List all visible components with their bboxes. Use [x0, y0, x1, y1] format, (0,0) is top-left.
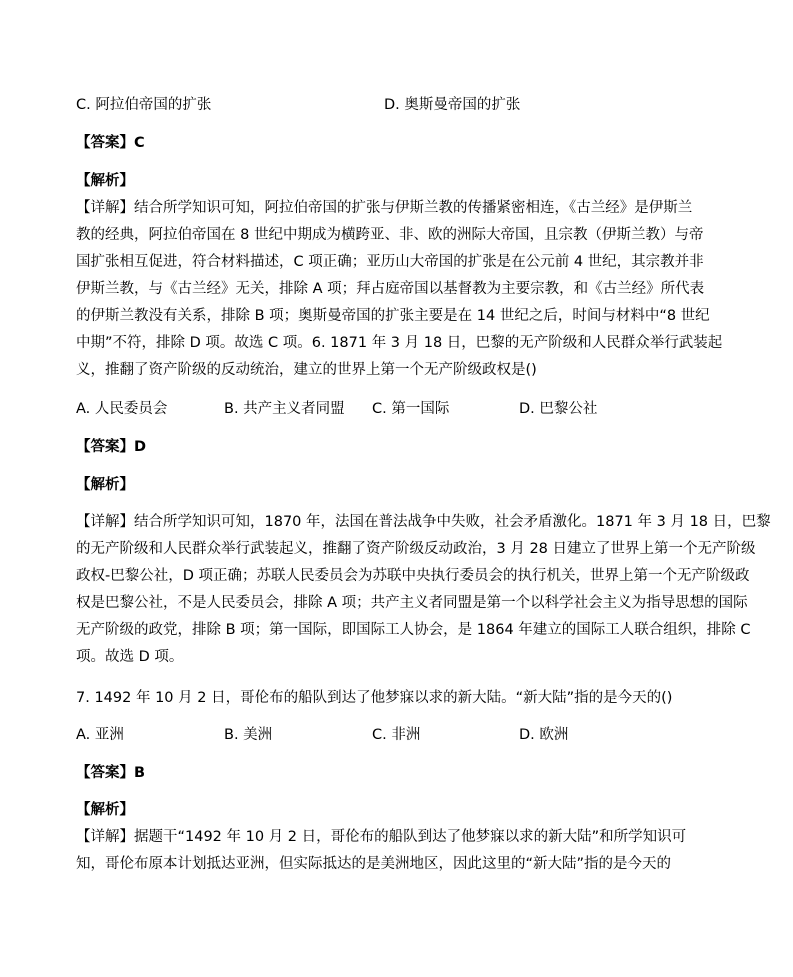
q5-detail-line: 伊斯兰教，与《古兰经》无关，排除 A 项；拜占庭帝国以基督教为主要宗教，和《古兰经》所代表 — [76, 281, 705, 297]
q7-question: 7. 1492 年 10 月 2 日，哥伦布的船队到达了他梦寐以求的新大陆。“新大陆”指的是今天的() — [76, 690, 673, 706]
q7-option-c: C. 非洲 — [372, 727, 421, 743]
q5-analysis-label: 【解析】 — [76, 173, 134, 189]
q6-detail-line: 权是巴黎公社，不是人民委员会，排除 A 项；共产主义者同盟是第一个以科学社会主义为指导思想的国际 — [76, 595, 748, 611]
q5-answer: 【答案】C — [76, 135, 145, 151]
q5-option-d: D. 奥斯曼帝国的扩张 — [384, 97, 521, 113]
q6-detail-line: 项。故选 D 项。 — [76, 649, 184, 665]
q6-analysis-label: 【解析】 — [76, 477, 134, 493]
q6-option-d: D. 巴黎公社 — [519, 401, 598, 417]
q5-detail-line: 【详解】结合所学知识可知，阿拉伯帝国的扩张与伊斯兰教的传播紧密相连，《古兰经》是伊斯兰 — [76, 200, 693, 216]
q6-answer: 【答案】D — [76, 439, 147, 455]
q5-detail-line: 教的经典，阿拉伯帝国在 8 世纪中期成为横跨亚、非、欧的洲际大帝国，且宗教（伊斯兰教）与帝 — [76, 227, 704, 243]
q7-analysis-label: 【解析】 — [76, 802, 134, 818]
q5-detail-line: 中期”不符，排除 D 项。故选 C 项。6. 1871 年 3 月 18 日，巴黎的无产阶级和人民群众举行武装起 — [76, 335, 723, 351]
q6-detail-line: 【详解】结合所学知识可知，1870 年，法国在普法战争中失败，社会矛盾激化。1871 年 3 月 18 日，巴黎 — [76, 514, 771, 530]
q6-detail-line: 无产阶级的政党，排除 B 项；第一国际，即国际工人协会，是 1864 年建立的国际工人联合组织，排除 C — [76, 622, 751, 638]
q6-detail — [76, 509, 771, 671]
q5-option-c: C. 阿拉伯帝国的扩张 — [76, 97, 212, 113]
q7-answer: 【答案】B — [76, 765, 146, 781]
q6-detail-line: 政权-巴黎公社，D 项正确；苏联人民委员会为苏联中央执行委员会的执行机关，世界上第一个无产阶级政 — [76, 568, 750, 584]
q5-detail — [76, 195, 723, 384]
q7-option-b: B. 美洲 — [224, 727, 273, 743]
q6-option-c: C. 第一国际 — [372, 401, 450, 417]
q7-detail — [76, 824, 687, 878]
q7-detail-line: 知，哥伦布原本计划抵达亚洲，但实际抵达的是美洲地区，因此这里的“新大陆”指的是今天的 — [76, 856, 672, 872]
q5-detail-line: 义，推翻了资产阶级的反动统治，建立的世界上第一个无产阶级政权是() — [76, 362, 537, 378]
q6-detail-line: 的无产阶级和人民群众举行武装起义，推翻了资产阶级反动政治，3 月 28 日建立了世界上第一个无产阶级 — [76, 541, 756, 557]
q6-option-b: B. 共产主义者同盟 — [224, 401, 345, 417]
q6-option-a: A. 人民委员会 — [76, 401, 168, 417]
q7-option-a: A. 亚洲 — [76, 727, 124, 743]
q5-detail-line: 国扩张相互促进，符合材料描述，C 项正确；亚历山大帝国的扩张是在公元前 4 世纪，其宗教并非 — [76, 254, 704, 270]
q5-detail-line: 的伊斯兰教没有关系，排除 B 项；奥斯曼帝国的扩张主要是在 14 世纪之后，时间与材料中“8 世纪 — [76, 308, 710, 324]
q7-option-d: D. 欧洲 — [519, 727, 569, 743]
q7-detail-line: 【详解】据题干“1492 年 10 月 2 日，哥伦布的船队到达了他梦寐以求的新大陆”和所学知识可 — [76, 829, 687, 845]
